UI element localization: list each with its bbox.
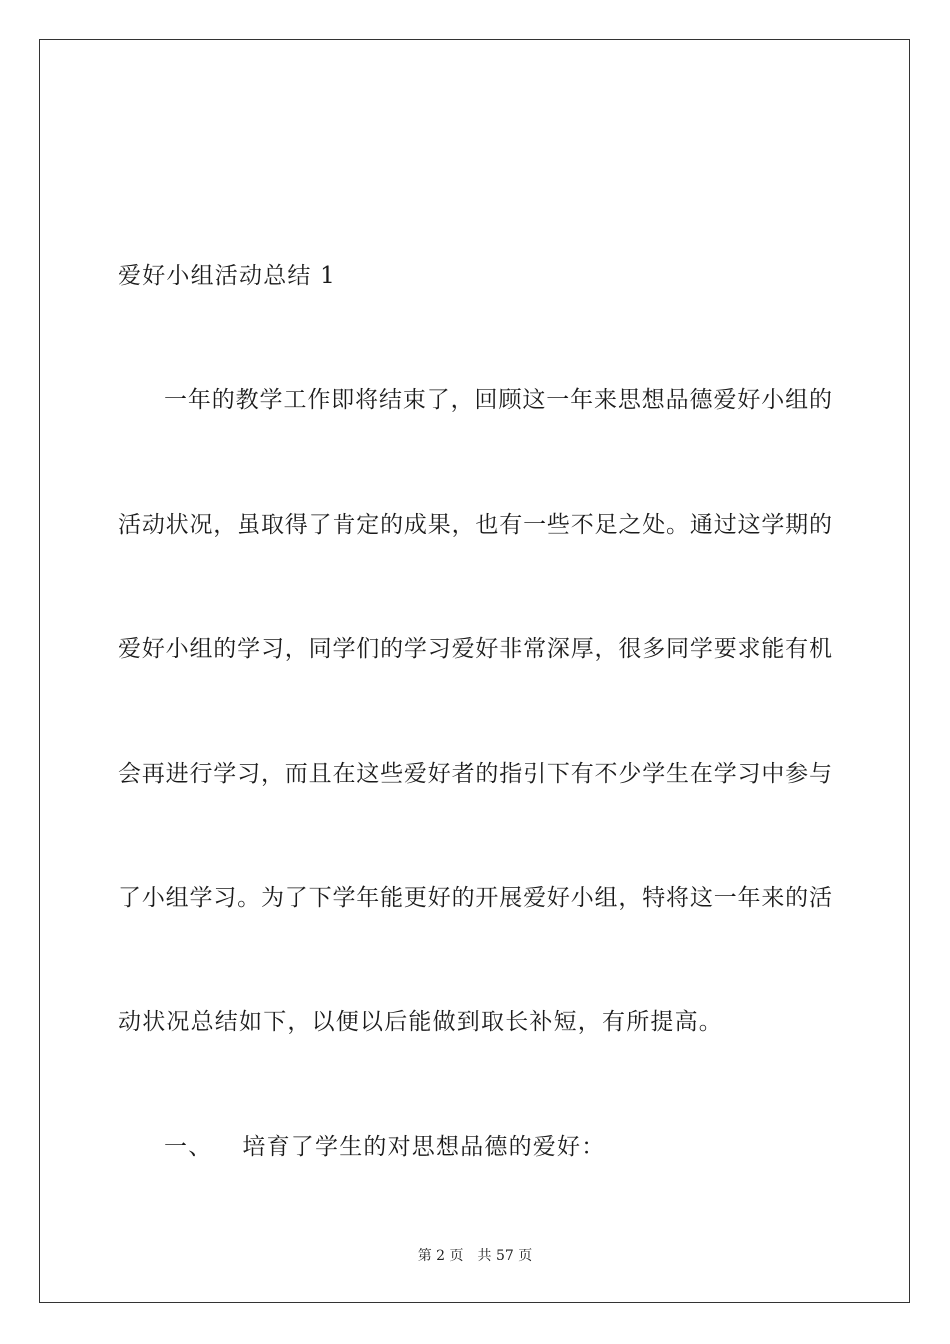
paragraph-line-3: 爱好小组的学习，同学们的学习爱好非常深厚，很多同学要求能有机: [118, 636, 832, 662]
page-number: 第 2 页: [417, 1248, 464, 1264]
paragraph-line-1: 一年的教学工作即将结束了，回顾这一年来思想品德爱好小组的: [164, 387, 832, 413]
page-footer: [0, 1247, 950, 1265]
paragraph-line-5: 了小组学习。为了下学年能更好的开展爱好小组，特将这一年来的活: [118, 885, 832, 911]
paragraph-line-4: 会再进行学习，而且在这些爱好者的指引下有不少学生在学习中参与: [118, 761, 832, 787]
paragraph-line-6: 动状况总结如下，以便以后能做到取长补短，有所提高。: [118, 1009, 723, 1035]
section-heading: [164, 1132, 605, 1162]
page-border: [39, 39, 910, 1303]
section-heading-text: 培育了学生的对思想品德的爱好：: [242, 1134, 606, 1160]
section-number: 一、: [164, 1134, 213, 1160]
document-title: 爱好小组活动总结 1: [118, 263, 336, 289]
paragraph-line-2: 活动状况，虽取得了肯定的成果，也有一些不足之处。通过这学期的: [118, 512, 832, 538]
page-total: 共 57 页: [477, 1248, 533, 1264]
